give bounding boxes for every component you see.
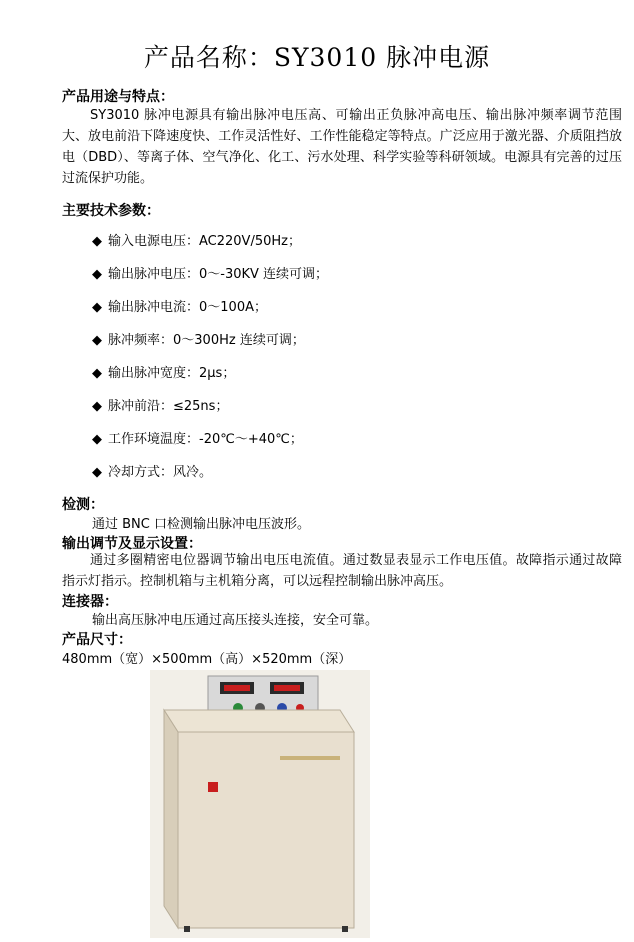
bullet-icon: ◆ <box>92 366 102 381</box>
usage-heading: 产品用途与特点： <box>62 89 174 105</box>
spec-item: ◆ 输出脉冲电压：0～-30KV 连续可调； <box>92 267 329 282</box>
spec-item: ◆ 输入电源电压：AC220V/50Hz； <box>92 234 301 249</box>
detect-text: 通过 BNC 口检测输出脉冲电压波形。 <box>92 517 310 532</box>
spec-item: ◆ 输出脉冲电流：0～100A； <box>92 300 267 315</box>
spec-item: ◆ 工作环境温度：-20℃～+40℃； <box>92 432 303 447</box>
bullet-icon: ◆ <box>92 432 102 447</box>
spec-item: ◆ 输出脉冲宽度：2μs； <box>92 366 236 381</box>
size-text: 480mm（宽）×500mm（高）×520mm（深） <box>62 652 352 667</box>
usage-text: SY3010 脉冲电源具有输出脉冲电压高、可输出正负脉冲高电压、输出脉冲频率调节范围大、放电前沿下降速度快、工作灵活性好、工作性能稳定等特点。广泛应用于激光器、介质阻挡放电（DBD）、等离子体、空气净化、化工、污水处理、科学实验等科研领域。电源具有完善的过压过流保护功能。 <box>62 108 622 186</box>
spec-item: ◆ 冷却方式：风冷。 <box>92 465 213 480</box>
main-cabinet <box>164 710 354 932</box>
page-title: 产品名称：SY3010 脉冲电源 <box>143 43 491 72</box>
bullet-icon: ◆ <box>92 267 102 282</box>
detect-heading: 检测： <box>62 497 104 513</box>
adjust-text: 通过多圈精密电位器调节输出电压电流值。通过数显表显示工作电压值。故障指示通过故障指示灯指示。控制机箱与主机箱分离，可以远程控制输出脉冲高压。 <box>62 553 622 589</box>
connector-text: 输出高压脉冲电压通过高压接头连接，安全可靠。 <box>92 613 379 628</box>
spec-item: ◆ 脉冲前沿：≤25ns； <box>92 399 229 414</box>
bullet-icon: ◆ <box>92 399 102 414</box>
size-heading: 产品尺寸： <box>62 632 132 648</box>
connector-heading: 连接器： <box>62 594 118 610</box>
spec-item: ◆ 脉冲频率：0～300Hz 连续可调； <box>92 333 305 348</box>
specs-heading: 主要技术参数： <box>62 203 160 219</box>
bullet-icon: ◆ <box>92 333 102 348</box>
bullet-icon: ◆ <box>92 234 102 249</box>
adjust-heading: 输出调节及显示设置： <box>62 536 202 552</box>
bullet-icon: ◆ <box>92 465 102 480</box>
bullet-icon: ◆ <box>92 300 102 315</box>
product-photo <box>150 670 370 938</box>
